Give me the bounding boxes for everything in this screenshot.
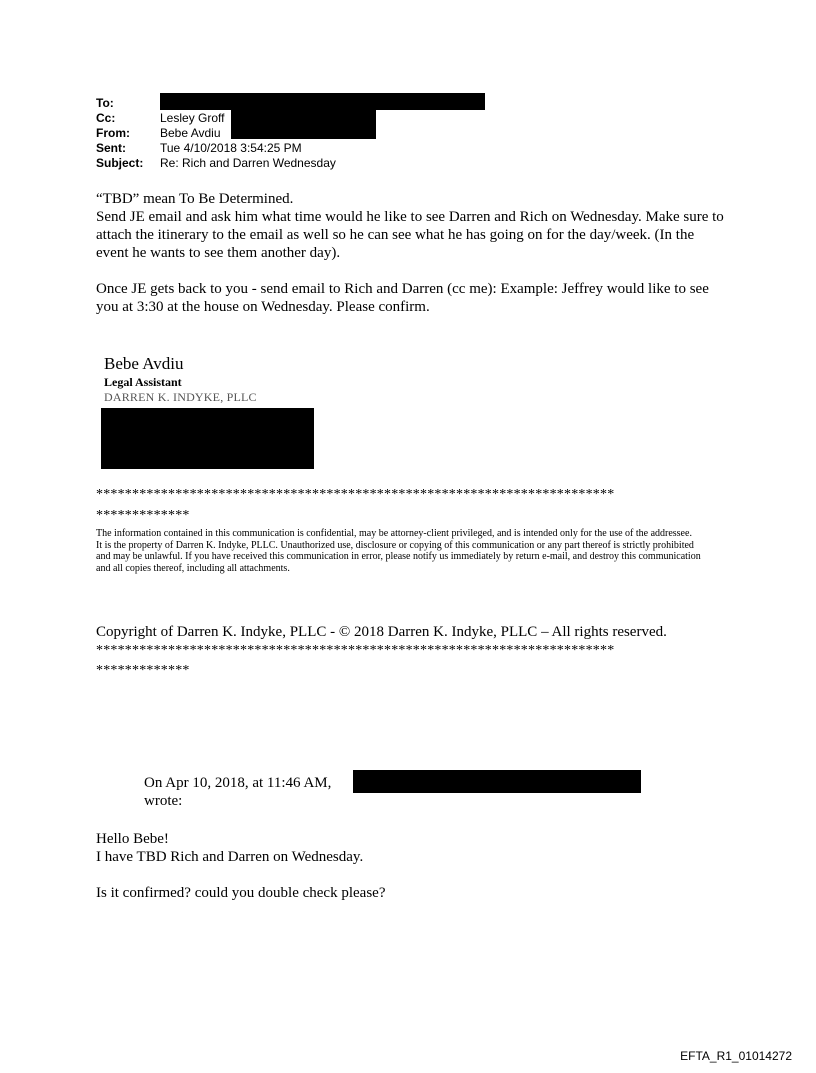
stars-divider-top: ************************************************************************ xyxy=(96,487,615,502)
redaction-signature xyxy=(101,408,314,469)
quoted-line-1: I have TBD Rich and Darren on Wednesday. xyxy=(96,849,364,865)
disclaimer-line-2: It is the property of Darren K. Indyke, PLLC. Unauthorized use, disclosure or copying of this communication or any part thereof is strictly prohibited xyxy=(96,539,694,551)
stars-divider-bottom: ************************************************************************ xyxy=(96,643,615,658)
redaction-to xyxy=(160,93,485,110)
body-line-tbd: “TBD” mean To Be Determined. xyxy=(96,191,294,207)
quoted-wrote: wrote: xyxy=(144,793,183,809)
signature-firm: DARREN K. INDYKE, PLLC xyxy=(104,390,257,404)
cc-label: Cc: xyxy=(96,111,116,125)
sent-value: Tue 4/10/2018 3:54:25 PM xyxy=(160,141,302,155)
quoted-greeting: Hello Bebe! xyxy=(96,831,169,847)
from-value: Bebe Avdiu xyxy=(160,126,221,140)
cc-value: Lesley Groff xyxy=(160,111,225,125)
subject-value: Re: Rich and Darren Wednesday xyxy=(160,156,336,170)
body-paragraph-2: Once JE gets back to you - send email to Rich and Darren (cc me): Example: Jeffrey would like to see you at 3:30 at the house on Wednesday. Please confirm. xyxy=(96,281,709,315)
signature-name: Bebe Avdiu xyxy=(104,354,184,373)
quoted-line-2: Is it confirmed? could you double check please? xyxy=(96,885,386,901)
copyright-line: Copyright of Darren K. Indyke, PLLC - © 2018 Darren K. Indyke, PLLC – All rights reserved. xyxy=(96,624,667,640)
disclaimer-line-3: and may be unlawful. If you have received this communication in error, please notify us immediately by return e-mail, and destroy this communication xyxy=(96,551,701,562)
email-body xyxy=(96,190,726,316)
quoted-on-line: On Apr 10, 2018, at 11:46 AM, xyxy=(144,775,332,791)
signature-title: Legal Assistant xyxy=(104,375,182,389)
disclaimer-line-1: The information contained in this communication is confidential, may be attorney-client privileged, and is intended only for the use of the addressee. xyxy=(96,528,692,539)
sent-label: Sent: xyxy=(96,141,126,155)
body-paragraph-1: Send JE email and ask him what time would he like to see Darren and Rich on Wednesday. Make sure to attach the itinerary to the email as well so he can see what he has going on for the day/week. (In the event he wants to see them another day). xyxy=(96,209,724,261)
redaction-cc xyxy=(231,110,376,125)
stars-divider-bottom-short: ************* xyxy=(96,663,190,678)
redaction-quoted-sender xyxy=(353,770,641,793)
from-label: From: xyxy=(96,126,130,140)
disclaimer-line-4: and all copies thereof, including all attachments. xyxy=(96,562,290,574)
document-id: EFTA_R1_01014272 xyxy=(680,1049,792,1063)
to-label: To: xyxy=(96,96,114,110)
subject-label: Subject: xyxy=(96,156,144,170)
disclaimer-text xyxy=(96,528,726,574)
redaction-from xyxy=(231,125,376,139)
stars-divider-top-short: ************* xyxy=(96,508,190,523)
